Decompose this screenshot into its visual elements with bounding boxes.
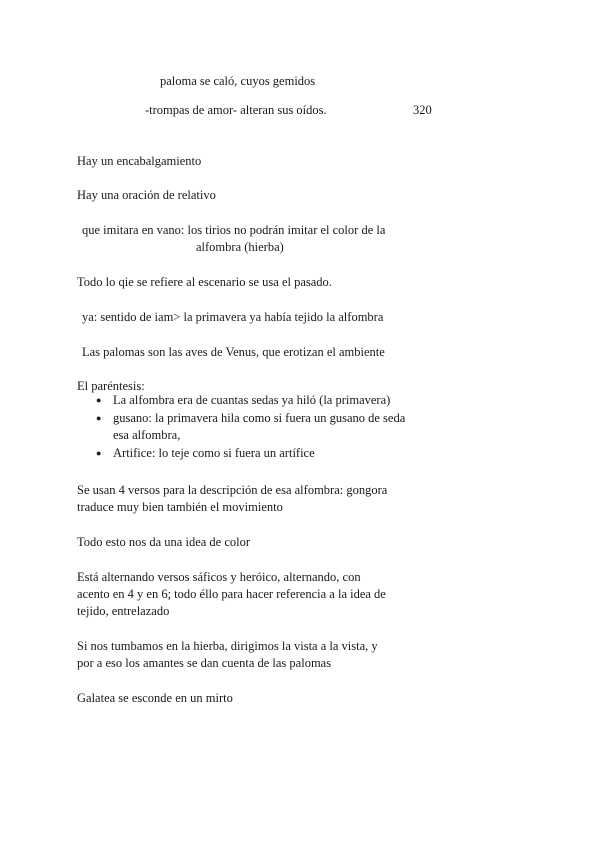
note-alternando-line-1: Está alternando versos sáficos y heróico, alternando, con <box>77 570 361 584</box>
list-item: ● La alfombra era de cuantas sedas ya hiló (la primavera) <box>96 392 416 410</box>
note-relativo: Hay una oración de relativo <box>77 188 216 202</box>
note-alternando-line-3: tejido, entrelazado <box>77 604 170 618</box>
list-item: ● Artifice: lo teje como si fuera un artífice <box>96 445 416 463</box>
note-imitara-line-1: que imitara en vano: los tirios no podrán imitar el color de la <box>82 223 386 237</box>
note-encabalgamiento: Hay un encabalgamiento <box>77 154 202 168</box>
note-galatea: Galatea se esconde en un mirto <box>77 691 233 705</box>
note-imitara-line-2: alfombra (hierba) <box>196 240 284 254</box>
note-parentesis: El paréntesis: <box>77 379 145 393</box>
note-ya: ya: sentido de iam> la primavera ya había tejido la alfombra <box>82 310 384 324</box>
poem-line-number: 320 <box>413 103 432 117</box>
note-versos-line-2: traduce muy bien también el movimiento <box>77 500 283 514</box>
list-item: ● gusano: la primavera hila como si fuera un gusano de seda esa alfombra, <box>96 410 416 445</box>
note-hierba-line-2: por a eso los amantes se dan cuenta de las palomas <box>77 656 332 670</box>
note-alternando-line-2: acento en 4 y en 6; todo éllo para hacer referencia a la idea de <box>77 587 386 601</box>
note-escenario: Todo lo qie se refiere al escenario se usa el pasado. <box>77 275 332 289</box>
note-versos-line-1: Se usan 4 versos para la descripción de esa alfombra: gongora <box>77 483 388 497</box>
note-color: Todo esto nos da una idea de color <box>77 535 251 549</box>
parentesis-list <box>96 392 416 462</box>
poem-line-2: -trompas de amor- alteran sus oídos. <box>145 103 327 117</box>
note-palomas: Las palomas son las aves de Venus, que erotizan el ambiente <box>82 345 385 359</box>
poem-line-1: paloma se caló, cuyos gemidos <box>160 74 316 88</box>
note-hierba-line-1: Si nos tumbamos en la hierba, dirigimos la vista a la vista, y <box>77 639 378 653</box>
